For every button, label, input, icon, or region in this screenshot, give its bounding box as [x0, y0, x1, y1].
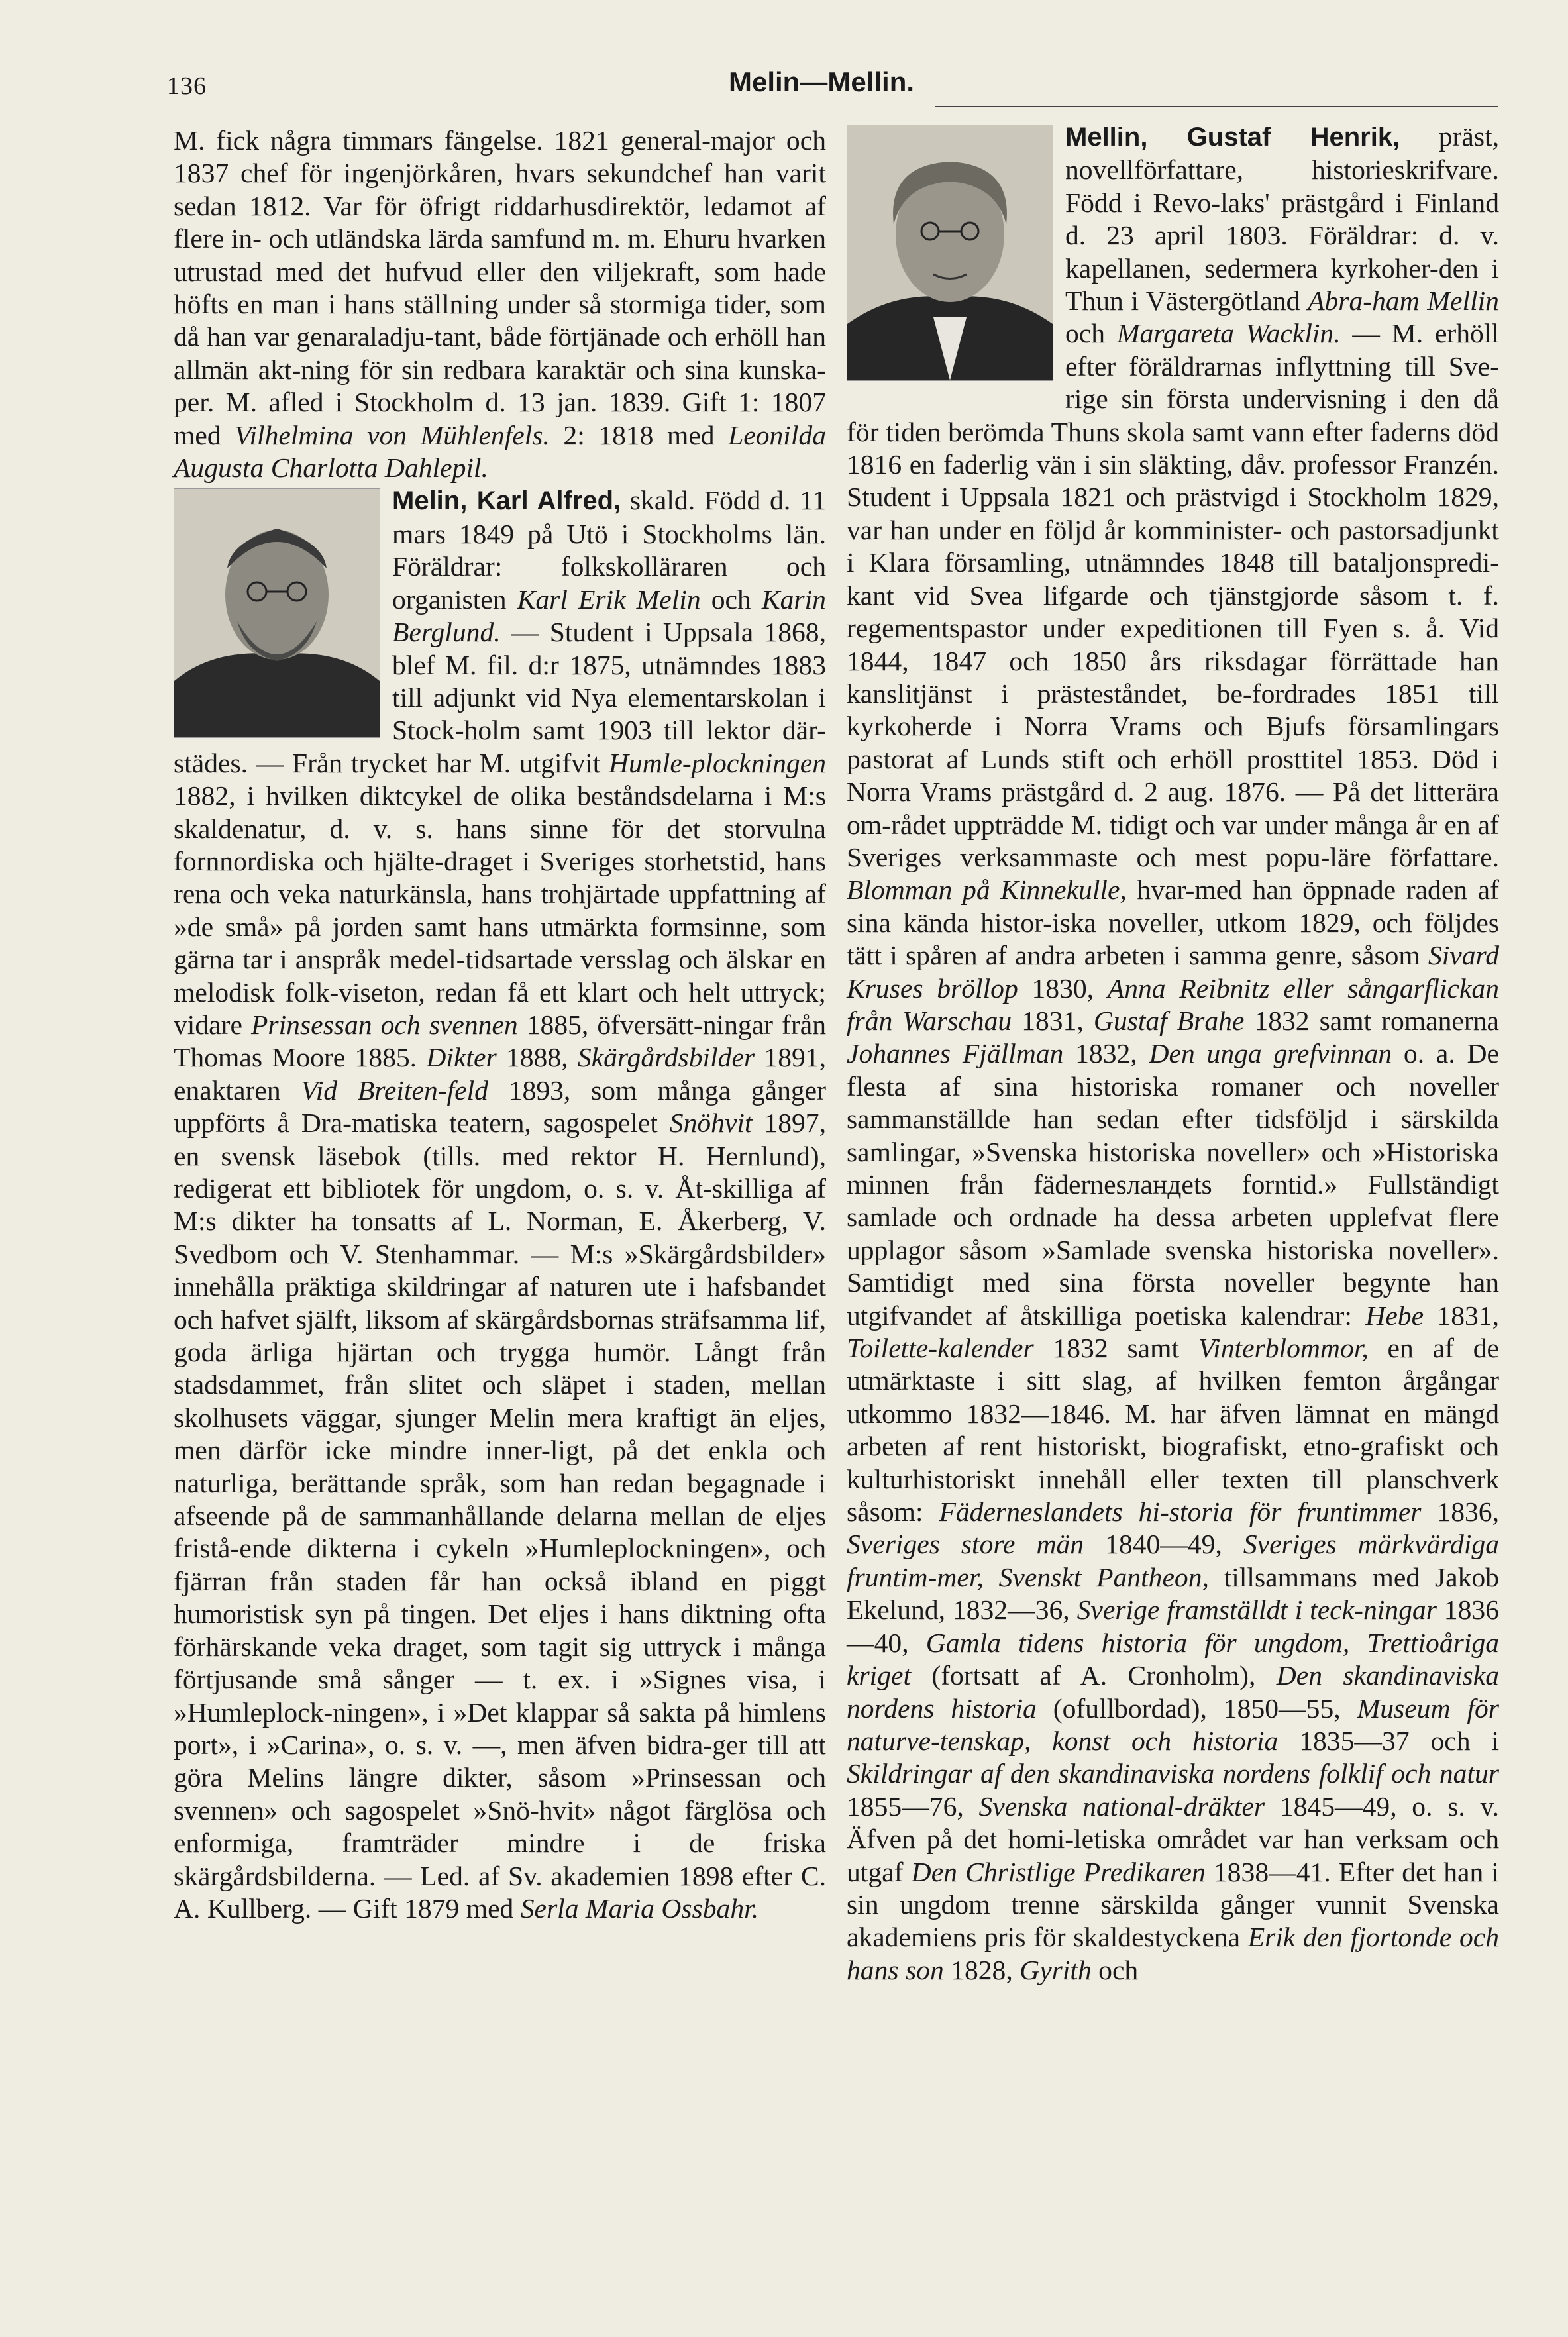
work-title: Sveriges store män	[847, 1529, 1084, 1560]
work-title: Vid Breiten-feld	[301, 1074, 488, 1106]
work-title: Vinterblommor,	[1198, 1333, 1369, 1364]
entry-headword: Melin, Karl Alfred,	[392, 486, 621, 516]
parent-name: Margareta Wacklin.	[1116, 318, 1341, 349]
entry-headword: Mellin, Gustaf Henrik,	[1065, 123, 1400, 152]
right-column	[847, 121, 1499, 1987]
work-title: Sivard Kruses bröllop	[847, 940, 1499, 1004]
spouse-name: Vilhelmina von Mühlenfels.	[235, 419, 550, 450]
work-title: Snöhvit	[669, 1108, 753, 1139]
running-title: Melin—Mellin.	[729, 66, 915, 97]
work-title: Gyrith	[1019, 1954, 1092, 1985]
spouse-name: Serla Maria Ossbahr.	[520, 1893, 759, 1924]
work-title: Den unga grefvinnan	[1149, 1038, 1392, 1069]
work-title: Museum för naturve-tenskap, konst och historia	[847, 1692, 1499, 1756]
portrait-karl-alfred-melin	[174, 488, 380, 738]
parent-name: Karin Berglund.	[392, 584, 826, 648]
spouse-name: Leonilda Augusta Charlotta Dahlepil.	[174, 419, 827, 484]
work-title: Prinsessan och svennen	[250, 1009, 518, 1040]
work-title: Fäderneslandets hi-storia för fruntimmer	[939, 1496, 1422, 1528]
parent-name: Abra-ham Mellin	[1308, 286, 1499, 317]
work-title: Gamla tidens historia för ungdom, Trettioåriga kriget	[847, 1627, 1499, 1691]
parent-name: Karl Erik Melin	[517, 584, 701, 615]
work-title: Svenska national-dräkter	[978, 1791, 1265, 1822]
entry-karl-alfred-melin: Melin, Karl Alfred, skald. Född d. 11 mars 1849 på Utö i Stockholms län. Föräldrar: folkskolläraren och organisten Karl Erik Melin och Karin Berglund. — Student i Uppsala 1868, blef M. fil. d:r 1875, utnämndes 1883 till adjunkt vid Nya elementarskolan i Stock-holm samt 1903 till lektor där-städes. — Från trycket har M. utgifvit Humle-plockningen 1882, i hvilken diktcykel de olika beståndsdelarna i M:s skaldenatur, d. v. s. hans sinne för det storvulna fornnordiska och hjälte-draget i Sveriges storhetstid, hans rena och veka naturkänsla, hans trohjärtade uppfattning af »de små» på jorden samt hans utmärkta formsinne, som gärna tar i anspråk medel-tidsartade versslag och älskar en melodisk folk-viseton, redan få ett klart och helt uttryck; vidare Prinsessan och svennen 1885, öfversätt-ningar från Thomas Moore 1885. Dikter 1888, Skärgårdsbilder 1891, enaktaren Vid Breiten-feld 1893, som många gånger uppförts å Dra-matiska teatern, sagospelet Snöhvit 1897, en svensk läsebok (tills. med rektor H. Hernlund), redigerat ett bibliotek för ungdom, o. s. v. Åt-skilliga af M:s dikter ha tonsatts af L. Norman, E. Åkerberg, V. Svedbom och V. Stenhammar. — M:s »Skärgårdsbilder» innehålla präktiga skildringar af naturen ute i hafsbandet och hafvet själft, liksom af skärgårdsbornas sträfsamma lif, goda ärliga hjärtan och trygga humör. Långt från stadsdammet, från slitet och släpet i staden, mellan skolhusets väggar, sjunger Melin mera kraftigt än eljes, men därför icke mindre inner-ligt, på det enkla och naturliga, berättande språk, som han redan begagnade i afseende på de sammanhållande delarna mellan de eljes fristå-ende dikterna i cykeln »Humleplockningen», och fjärran från staden får han också ibland en piggt humoristisk syn på tingen. Det eljes i hans diktning ofta förhärskande veka draget, som tagit sig uttryck i många förtjusande små sånger — t. ex. i »Signes visa, i »Humleplock-ningen», i »Det klappar så sakta på himlens port», i »Carina», o. s. v. —, men äfven bidra-ger till att göra Melins längre dikter, såsom »Prinsessan och svennen» och sagospelet »Snö-hvit» något färglösa och enformiga, framträder mindre i de friska skärgårdsbilderna. — Led. af Sv. akademien 1898 efter C. A. Kullberg. — Gift 1879 med Serla Maria Ossbahr.	[174, 485, 827, 1924]
work-title: Erik den fjortonde och hans son	[847, 1922, 1500, 1985]
work-title: Skildringar af den skandinaviska nordens folklif och natur	[847, 1758, 1499, 1789]
left-column	[174, 125, 826, 1925]
work-title: Den Christlige Predikaren	[911, 1856, 1206, 1887]
page-number: 136	[167, 72, 207, 100]
work-title: Hebe	[1365, 1300, 1424, 1331]
work-title: Humle-plockningen	[608, 747, 826, 778]
work-title: Gustaf Brahe	[1093, 1005, 1245, 1036]
header-rule	[935, 106, 1498, 107]
work-title: Johannes Fjällman	[847, 1038, 1064, 1069]
melin-continuation-paragraph: M. fick några timmars fängelse. 1821 general-major och 1837 chef för ingenjörkåren, hvars sekundchef han varit sedan 1812. Var för öfrigt riddarhusdirektör, ledamot af flere in- och utländska lärda samfund m. m. Ehuru hvarken utrustad med det hufvud eller den viljekraft, som hade höfts en man i hans ställning under så stormiga tider, som då han var genaraladju-tant, både förtjänade och erhöll han allmän akt-ning för sin redbara karaktär och sina kunska-per. M. afled i Stockholm d. 13 jan. 1839. Gift 1: 1807 med Vilhelmina von Mühlenfels. 2: 1818 med Leonilda Augusta Charlotta Dahlepil.	[174, 125, 827, 484]
work-title: Sverige framställdt i teck-ningar	[1076, 1594, 1437, 1626]
portrait-gustaf-henrik-mellin	[847, 125, 1053, 381]
work-title: Den skandinaviska nordens historia	[847, 1660, 1499, 1724]
work-title: Skärgårdsbilder	[577, 1042, 755, 1073]
work-title: Sveriges märkvärdiga fruntim-mer, Svenskt Pantheon,	[847, 1529, 1500, 1592]
work-title: Blomman på Kinnekulle,	[847, 874, 1127, 906]
work-title: Anna Reibnitz eller sångarflickan från Warschau	[847, 972, 1499, 1036]
work-title: Toilette-kalender	[847, 1333, 1034, 1364]
entry-gustaf-henrik-mellin: Mellin, Gustaf Henrik, präst, novellförfattare, historieskrifvare. Född i Revo-laks' prästgård i Finland d. 23 april 1803. Föräldrar: d. v. kapellanen, sedermera kyrkoher-den i Thun i Västergötland Abra-ham Mellin och Margareta Wacklin. — M. erhöll efter föräldrarnas inflyttning till Sve-rige sin första undervisning i den då för tiden berömda Thuns skola samt vann efter faderns död 1816 en faderlig vän i sin släkting, dåv. professor Franzén. Student i Uppsala 1821 och prästvigd i Stockholm 1829, var han under en följd år komminister- och pastorsadjunkt i Klara församling, utnämndes 1848 till bataljonspredi-kant vid Svea lifgarde och tjänstgjorde såsom t. f. regementspastor under expeditionen till Fyen s. å. Vid 1844, 1847 och 1850 års riksdagar förrättade han kanslitjänst i prästeståndet, be-fordrades 1851 till kyrkoherde i Norra Vrams och Bjufs församlingars pastorat af Lunds stift och erhöll prosttitel 1853. Död i Norra Vrams prästgård d. 2 aug. 1876. — På det litterära om-rådet uppträdde M. tidigt och var under många år en af Sveriges verksammaste och mest popu-läre författare. Blomman på Kinnekulle, hvar-med han öppnade raden af sina kända histor-iska noveller, utkom 1829, och följdes tätt i spåren af andra arbeten i samma genre, såsom Sivard Kruses bröllop 1830, Anna Reibnitz eller sångarflickan från Warschau 1831, Gustaf Brahe 1832 samt romanerna Johannes Fjällman 1832, Den unga grefvinnan o. a. De flesta af sina historiska romaner och noveller sammanställde han sedan efter tidsföljd i särskilda samlingar, »Svenska historiska noveller» och »Historiska minnen från fädernesландets forntid.» Fullständigt samlade och ordnade ha dessa arbeten upplefvat flere upplagor såsom »Samlade svenska historiska noveller». Samtidigt med sina första noveller begynte han utgifvandet af åtskilliga poetiska kalendrar: Hebe 1831, Toilette-kalender 1832 samt Vinterblommor, en af de utmärktaste i sitt slag, af hvilken femton årgångar utkommo 1832—1846. M. har äfven lämnat en mängd arbeten af rent historiskt, biografiskt, etno-grafiskt och kulturhistoriskt innehåll eller texten till planschverk såsom: Fäderneslandets hi-storia för fruntimmer 1836, Sveriges store män 1840—49, Sveriges märkvärdiga fruntim-mer, Svenskt Pantheon, tillsammans med Jakob Ekelund, 1832—36, Sverige framställdt i teck-ningar 1836—40, Gamla tidens historia för ungdom, Trettioåriga kriget (fortsatt af A. Cronholm), Den skandinaviska nordens historia (ofullbordad), 1850—55, Museum för naturve-tenskap, konst och historia 1835—37 och i Skildringar af den skandinaviska nordens folklif och natur 1855—76, Svenska national-dräkter 1845—49, o. s. v. Äfven på det homi-letiska området var han verksam och utgaf Den Christlige Predikaren 1838—41. Efter det han i sin ungdom trenne särskilda gånger vunnit Svenska akademiens pris för skaldestyckena Erik den fjortonde och hans son 1828, Gyrith och	[847, 121, 1500, 1985]
work-title: Dikter	[426, 1042, 497, 1073]
